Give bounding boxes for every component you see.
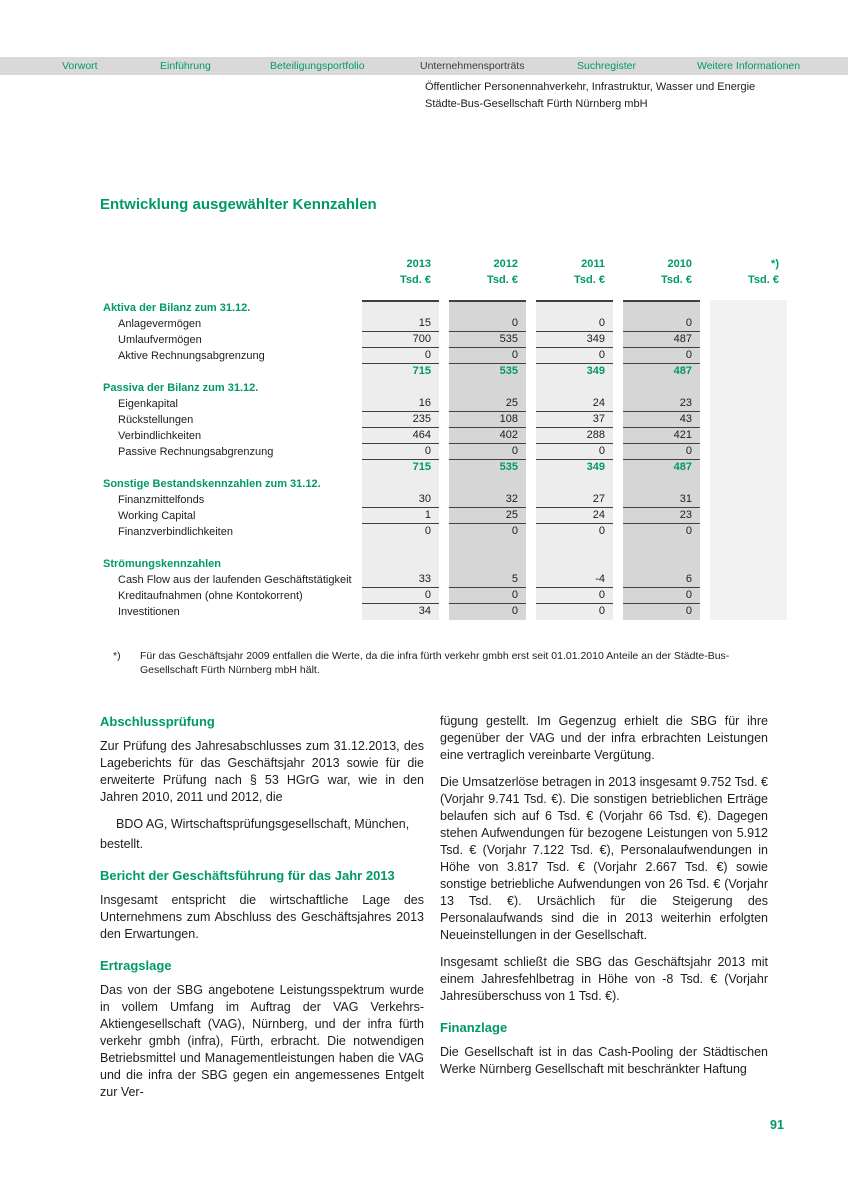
table-row-total — [100, 364, 790, 380]
row-label: Rückstellungen — [118, 414, 194, 426]
table-row — [100, 444, 790, 460]
paragraph: Die Gesellschaft ist in das Cash-Pooling der Städtischen Werke Nürnberg Gesellschaft mit beschränkter Haftung — [440, 1045, 768, 1076]
total-2010: 487 — [623, 460, 700, 476]
section-label: Aktiva der Bilanz zum 31.12. — [103, 302, 251, 314]
total-2010: 487 — [623, 364, 700, 380]
cell-2012: 402 — [449, 428, 526, 445]
breadcrumb — [425, 79, 755, 113]
total-2011: 349 — [536, 460, 613, 476]
row-label: Investitionen — [118, 606, 180, 618]
table-row-section — [100, 556, 790, 572]
paragraph-auditor: BDO AG, Wirtschaftsprüfungsgesellschaft, München, — [116, 817, 410, 831]
table-row — [100, 332, 790, 348]
cell-2010: 0 — [623, 524, 700, 540]
cell-2013: 0 — [362, 348, 439, 365]
nav-item-vorwort[interactable]: Vorwort — [62, 60, 98, 72]
top-navigation-bar — [0, 57, 848, 75]
cell-2010: 0 — [623, 316, 700, 333]
cell-2012: 108 — [449, 412, 526, 429]
row-label: Aktive Rechnungsabgrenzung — [118, 350, 265, 362]
cell-2010: 43 — [623, 412, 700, 429]
cell-2012: 535 — [449, 332, 526, 349]
table-row — [100, 604, 790, 620]
breadcrumb-category: Öffentlicher Personennahverkehr, Infrastruktur, Wasser und Energie — [425, 81, 756, 93]
nav-item-weitere-informationen[interactable]: Weitere Informationen — [697, 60, 801, 72]
cell-2012: 0 — [449, 604, 526, 620]
col-unit: Tsd. € — [748, 274, 779, 286]
section-label: Passiva der Bilanz zum 31.12. — [103, 382, 259, 394]
cell-2011: 0 — [536, 604, 613, 620]
cell-2013: 0 — [362, 444, 439, 461]
text-column-left — [100, 713, 424, 1111]
col-header-2013: 2013 — [406, 258, 431, 270]
cell-2012: 0 — [449, 524, 526, 540]
cell-2011: 27 — [536, 492, 613, 509]
footnote-text: Für das Geschäftsjahr 2009 entfallen die Werte, da die infra fürth verkehr gmbh erst seit 01.01.2010 Anteile an der Städte-Bus-Gesellschaft Fürth Nürnberg mbH hält. — [140, 650, 730, 676]
nav-item-einfuehrung[interactable]: Einführung — [160, 60, 211, 72]
cell-2012: 5 — [449, 572, 526, 589]
row-label: Finanzverbindlichkeiten — [118, 526, 233, 538]
col-header-2011: 2011 — [581, 258, 605, 270]
row-label: Working Capital — [118, 510, 196, 522]
paragraph: Insgesamt schließt die SBG das Geschäftsjahr 2013 mit einem Jahresfehlbetrag in Höhe von -8 Tsd. € (Vorjahr Jahresüberschuss von 1 Tsd. €). — [440, 955, 768, 1003]
section-heading-finanzlage: Finanzlage — [440, 1020, 508, 1035]
footnote — [113, 649, 768, 677]
cell-2011: 24 — [536, 396, 613, 413]
cell-2013: 34 — [362, 604, 439, 620]
cell-2011: 0 — [536, 588, 613, 605]
row-label: Verbindlichkeiten — [118, 430, 202, 442]
section-heading-ertragslage: Ertragslage — [100, 958, 172, 973]
total-2012: 535 — [449, 364, 526, 380]
table-row — [100, 428, 790, 444]
col-unit: Tsd. € — [487, 274, 518, 286]
cell-2010: 6 — [623, 572, 700, 589]
cell-2011: 0 — [536, 348, 613, 365]
cell-2013: 700 — [362, 332, 439, 349]
table-row-total — [100, 460, 790, 476]
cell-2011: 0 — [536, 444, 613, 461]
cell-2011: 0 — [536, 524, 613, 540]
cell-2010: 23 — [623, 396, 700, 413]
page-number: 91 — [770, 1118, 784, 1132]
cell-2012: 0 — [449, 348, 526, 365]
table-row — [100, 524, 790, 540]
cell-2013: 15 — [362, 316, 439, 333]
cell-2010: 23 — [623, 508, 700, 525]
text-column-right — [440, 713, 768, 1088]
table-row-section — [100, 380, 790, 396]
table-header-years — [100, 256, 790, 272]
table-row — [100, 492, 790, 508]
table-row — [100, 412, 790, 428]
cell-2012: 25 — [449, 396, 526, 413]
cell-2011: 24 — [536, 508, 613, 525]
cell-2012: 0 — [449, 588, 526, 605]
row-label: Kreditaufnahmen (ohne Kontokorrent) — [118, 590, 303, 602]
key-figures-table — [100, 256, 790, 620]
col-header-2012: 2012 — [493, 258, 518, 270]
cell-2013: 30 — [362, 492, 439, 509]
cell-2013: 16 — [362, 396, 439, 413]
table-row-section — [100, 300, 790, 316]
section-heading-bericht: Bericht der Geschäftsführung für das Jahr 2013 — [100, 868, 395, 883]
cell-2010: 0 — [623, 604, 700, 620]
cell-2010: 487 — [623, 332, 700, 349]
cell-2013: 235 — [362, 412, 439, 429]
cell-2013: 33 — [362, 572, 439, 589]
cell-2013: 1 — [362, 508, 439, 525]
table-row — [100, 348, 790, 364]
cell-2013: 464 — [362, 428, 439, 445]
cell-2010: 0 — [623, 588, 700, 605]
cell-2010: 0 — [623, 444, 700, 461]
table-row — [100, 508, 790, 524]
page-title: Entwicklung ausgewählter Kennzahlen — [100, 196, 377, 213]
col-header-footnote: *) — [771, 258, 779, 270]
nav-item-unternehmensportraets[interactable]: Unternehmensporträts — [420, 60, 525, 72]
cell-2011: 37 — [536, 412, 613, 429]
cell-2010: 31 — [623, 492, 700, 509]
footnote-marker: *) — [113, 650, 121, 662]
col-unit: Tsd. € — [661, 274, 692, 286]
row-label: Finanzmittelfonds — [118, 494, 205, 506]
row-label: Anlagevermögen — [118, 318, 202, 330]
table-row-section — [100, 476, 790, 492]
section-label: Strömungskennzahlen — [103, 558, 221, 570]
cell-2013: 0 — [362, 588, 439, 605]
paragraph: Die Umsatzerlöse betragen in 2013 insgesamt 9.752 Tsd. € (Vorjahr 9.741 Tsd. €). Die sonstigen betrieblichen Erträge belaufen sich auf 6 Tsd. € (Vorjahr 66 Tsd. €). Dagegen stehen Aufwendungen für bezogene Leistungen von 5.912 Tsd. € (Vorjahr 7.122 Tsd. €), Personalaufwendungen in Höhe von 3.817 Tsd. € (Vorjahr 2.667 Tsd. €) sowie sonstige betriebliche Aufwendungen von 26 Tsd. € (Vorjahr 13 Tsd. €). Ursächlich für die Steigerung des Personalaufwands sind die in 2013 weiterhin erfolgten Neueinstellungen in der Gesellschaft. — [440, 775, 768, 942]
cell-2010: 0 — [623, 348, 700, 365]
table-row — [100, 396, 790, 412]
breadcrumb-company: Städte-Bus-Gesellschaft Fürth Nürnberg mbH — [425, 98, 648, 110]
row-label: Passive Rechnungsabgrenzung — [118, 446, 274, 458]
table-row-spacer — [100, 540, 790, 556]
col-unit: Tsd. € — [400, 274, 431, 286]
cell-2012: 0 — [449, 316, 526, 333]
paragraph: Das von der SBG angebotene Leistungsspektrum wurde in vollem Umfang im Auftrag der VAG Verkehrs-Aktiengesellschaft (VAG), Nürnberg, und der infra fürth verkehr gmbh (infra), Fürth, erbracht. Die notwendigen Betriebsmittel und Managementleistungen haben die VAG und die infra der SBG gegen ein angemessenes Entgelt zur Ver- — [100, 983, 424, 1099]
cell-2012: 0 — [449, 444, 526, 461]
total-2012: 535 — [449, 460, 526, 476]
total-2013: 715 — [362, 364, 439, 380]
table-row — [100, 572, 790, 588]
col-header-2010: 2010 — [667, 258, 692, 270]
cell-2013: 0 — [362, 524, 439, 540]
cell-2011: 0 — [536, 316, 613, 333]
cell-2011: 349 — [536, 332, 613, 349]
nav-item-beteiligungsportfolio[interactable]: Beteiligungsportfolio — [270, 60, 365, 72]
paragraph: Insgesamt entspricht die wirtschaftliche Lage des Unternehmens zum Abschluss des Geschäftsjahres 2013 den Erwartungen. — [100, 893, 424, 941]
table-header-units — [100, 272, 790, 288]
row-label: Cash Flow aus der laufenden Geschäftstätigkeit — [118, 574, 352, 586]
cell-2012: 32 — [449, 492, 526, 509]
nav-item-suchregister[interactable]: Suchregister — [577, 60, 636, 72]
col-unit: Tsd. € — [574, 274, 605, 286]
cell-2011: -4 — [536, 572, 613, 589]
total-2011: 349 — [536, 364, 613, 380]
cell-2010: 421 — [623, 428, 700, 445]
section-label: Sonstige Bestandskennzahlen zum 31.12. — [103, 478, 321, 490]
total-2013: 715 — [362, 460, 439, 476]
paragraph: Zur Prüfung des Jahresabschlusses zum 31.12.2013, des Lageberichts für das Geschäftsjahr 2013 sowie für die erweiterte Prüfung nach § 53 HGrG war, wie in den Jahren 2010, 2011 und 2012, die — [100, 739, 424, 804]
table-row — [100, 316, 790, 332]
row-label: Umlaufvermögen — [118, 334, 202, 346]
paragraph: fügung gestellt. Im Gegenzug erhielt die SBG für ihre gegenüber der VAG und der infra erbrachten Leistungen eine vertraglich vereinbarte Vergütung. — [440, 714, 768, 762]
cell-2012: 25 — [449, 508, 526, 525]
section-heading-abschlusspruefung: Abschlussprüfung — [100, 714, 215, 729]
cell-2011: 288 — [536, 428, 613, 445]
table-row — [100, 588, 790, 604]
row-label: Eigenkapital — [118, 398, 178, 410]
paragraph: bestellt. — [100, 837, 144, 851]
